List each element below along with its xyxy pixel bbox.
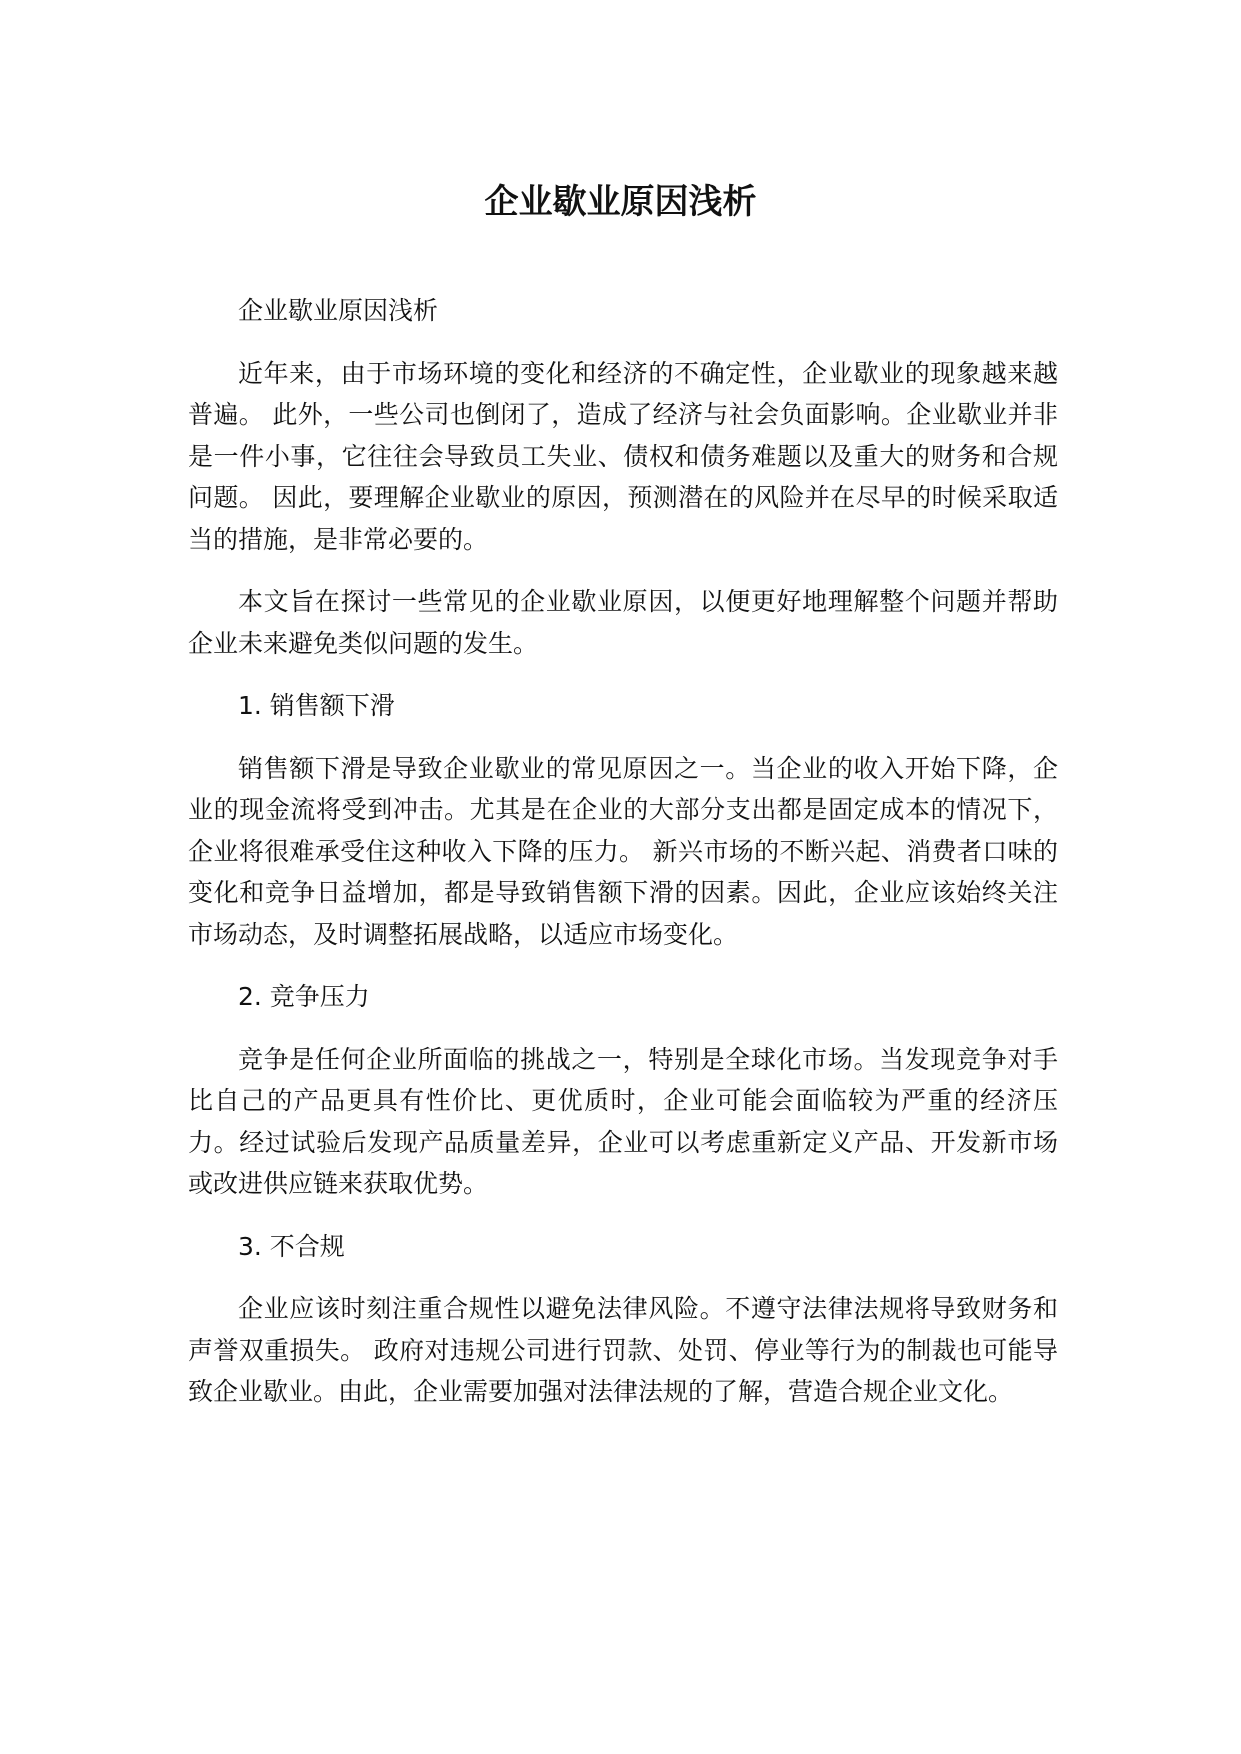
section-heading-noncompliance: 3. 不合规 (238, 1231, 345, 1261)
purpose-paragraph: 本文旨在探讨一些常见的企业歇业原因，以便更好地理解整个问题并帮助企业未来避免类似问题的发生。 (188, 587, 1058, 658)
document-body (188, 290, 1058, 1413)
document-title: 企业歇业原因浅析 (484, 182, 757, 222)
subtitle-paragraph: 企业歇业原因浅析 (238, 296, 439, 325)
competition-paragraph: 竞争是任何企业所面临的挑战之一，特别是全球化市场。当发现竞争对手比自己的产品更具有性价比、更优质时，企业可能会面临较为严重的经济压力。经过试验后发现产品质量差异，企业可以考虑重新定义产品、开发新市场或改进供应链来获取优势。 (188, 1044, 1058, 1198)
section-heading-sales-decline: 1. 销售额下滑 (238, 691, 395, 720)
intro-paragraph: 近年来，由于市场环境的变化和经济的不确定性，企业歇业的现象越来越普遍。 此外，一些公司也倒闭了，造成了经济与社会负面影响。企业歇业并非是一件小事，它往往会导致员工失业、债权和债务难题以及重大的财务和合规问题。 因此，要理解企业歇业的原因，预测潜在的风险并在尽早的时候采取适当的措施，是非常必要的。 (188, 358, 1058, 554)
sales-decline-paragraph: 销售额下滑是导致企业歇业的常见原因之一。当企业的收入开始下降，企业的现金流将受到冲击。尤其是在企业的大部分支出都是固定成本的情况下，企业将很难承受住这种收入下降的压力。 新兴市场的不断兴起、消费者口味的变化和竞争日益增加，都是导致销售额下滑的因素。因此，企业应该始终关注市场动态，及时调整拓展战略，以适应市场变化。 (188, 753, 1058, 949)
section-heading-competition: 2. 竞争压力 (238, 982, 370, 1011)
noncompliance-paragraph: 企业应该时刻注重合规性以避免法律风险。不遵守法律法规将导致财务和声誉双重损失。 政府对违规公司进行罚款、处罚、停业等行为的制裁也可能导致企业歇业。由此，企业需要加强对法律法规的了解，营造合规企业文化。 (188, 1294, 1058, 1406)
